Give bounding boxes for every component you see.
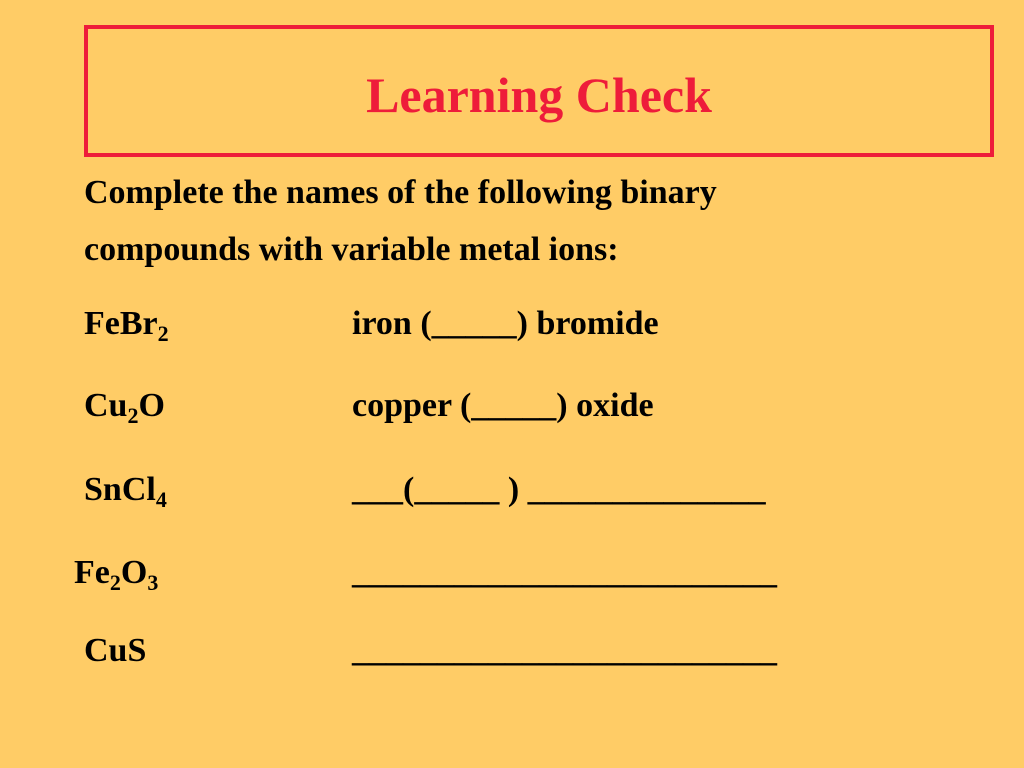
title-box xyxy=(84,25,994,157)
compound-name: copper (_____) oxide xyxy=(352,387,654,424)
compound-formula xyxy=(84,626,146,676)
compound-row-fe2o3 xyxy=(0,548,1024,598)
compound-row-sncl4 xyxy=(0,465,1024,515)
compound-row-cu2o xyxy=(0,381,1024,431)
compound-formula xyxy=(84,299,169,349)
formula-element: Fe xyxy=(74,554,110,591)
instructions xyxy=(84,164,964,278)
formula-element: O xyxy=(120,554,148,591)
instructions-line-2: compounds with variable metal ions: xyxy=(84,231,619,268)
instructions-line-1: Complete the names of the following binary xyxy=(84,174,717,211)
compound-formula xyxy=(84,465,167,515)
formula-element: CuS xyxy=(84,632,147,669)
compound-row-febr2 xyxy=(0,299,1024,349)
compound-name: iron (_____) bromide xyxy=(352,305,659,342)
formula-element: Cu xyxy=(84,387,128,424)
compound-formula xyxy=(74,548,158,598)
compound-name: ___(_____ ) ______________ xyxy=(352,471,766,508)
compound-formula xyxy=(84,381,165,431)
formula-subscript: 2 xyxy=(109,570,121,595)
compound-name: _________________________ xyxy=(352,632,777,669)
formula-subscript: 2 xyxy=(157,321,169,346)
formula-element: FeBr xyxy=(84,305,158,342)
compound-name: _________________________ xyxy=(352,554,777,591)
formula-subscript: 2 xyxy=(127,403,139,428)
formula-subscript: 4 xyxy=(155,487,167,512)
slide-title: Learning Check xyxy=(366,67,712,123)
compound-row-cus xyxy=(0,626,1024,676)
formula-subscript: 3 xyxy=(147,570,159,595)
formula-element: O xyxy=(138,387,165,424)
formula-element: SnCl xyxy=(84,471,156,508)
